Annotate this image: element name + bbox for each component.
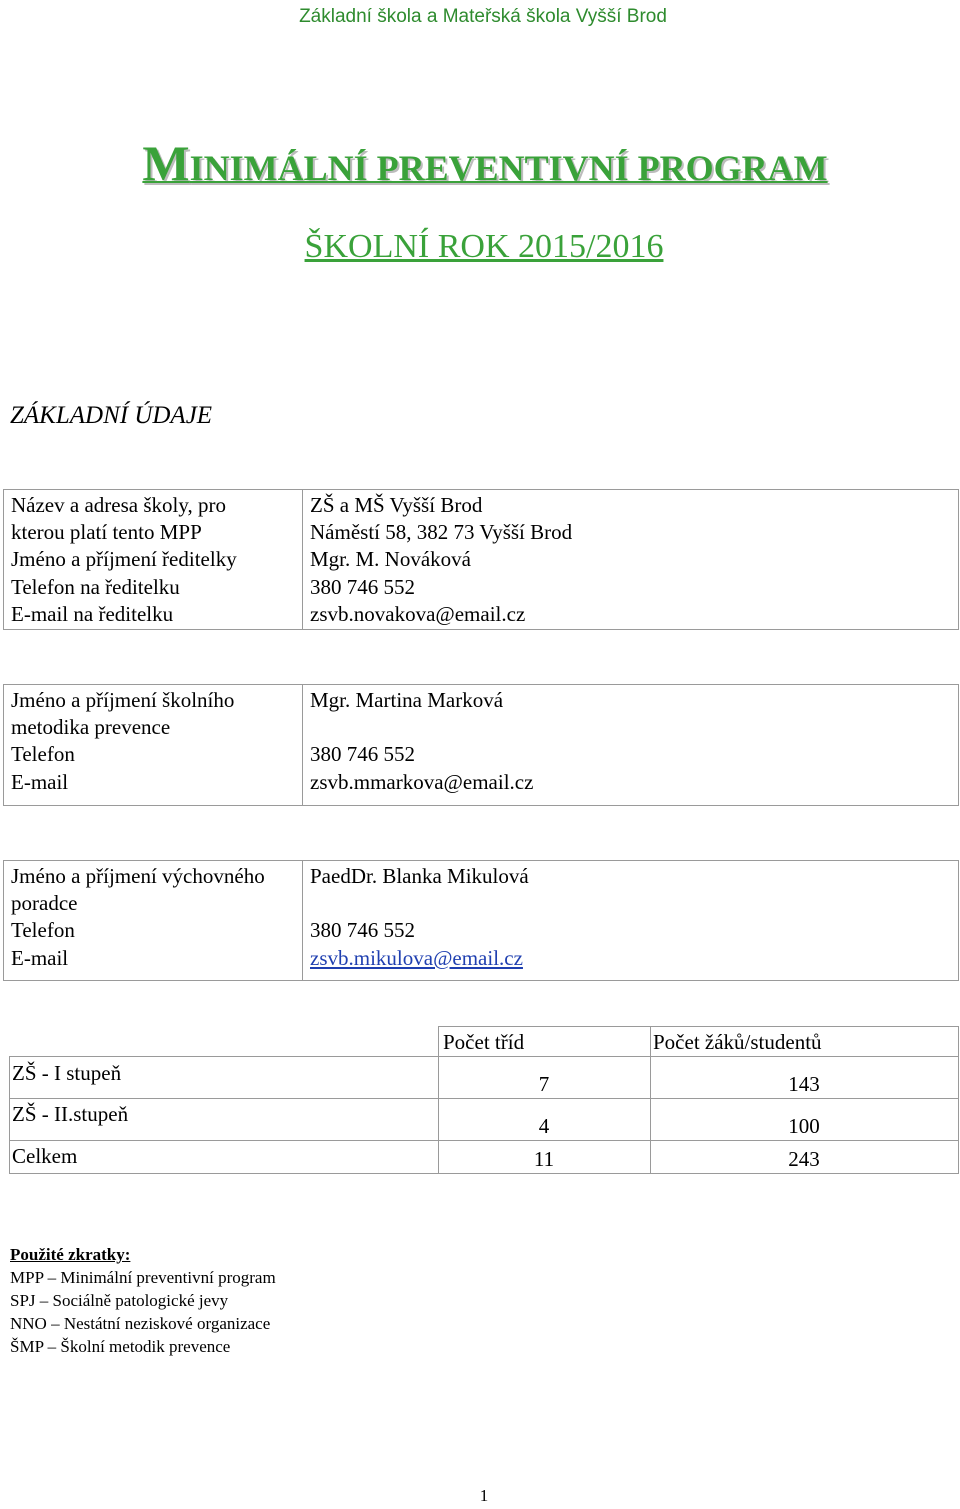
poradce-table <box>3 860 959 981</box>
school-name: ZŠ a MŠ Vyšší Brod <box>310 493 483 517</box>
section-heading: ZÁKLADNÍ ÚDAJE <box>10 402 213 429</box>
metodik-phone-label: Telefon <box>11 742 75 766</box>
header-students: Počet žáků/studentů <box>653 1030 822 1054</box>
page-number: 1 <box>479 1486 489 1505</box>
poradce-phone-value: 380 746 552 <box>310 918 415 942</box>
metodik-phone-value: 380 746 552 <box>310 742 415 766</box>
director-phone-label: Telefon na ředitelku <box>11 575 180 599</box>
abbreviation-item: NNO – Nestátní neziskové organizace <box>10 1314 271 1333</box>
school-info-table <box>3 489 959 630</box>
poradce-phone-label: Telefon <box>11 918 75 942</box>
title-first-letter: M <box>142 135 190 191</box>
abbreviations-title: Použité zkratky: <box>10 1245 131 1264</box>
poradce-label-line2: poradce <box>11 891 78 915</box>
poradce-label-line1: Jméno a příjmení výchovného <box>11 864 265 888</box>
metodik-name-value: Mgr. Martina Marková <box>310 688 504 712</box>
poradce-email-label: E-mail <box>11 946 69 970</box>
poradce-name-label <box>11 863 265 917</box>
metodik-label-line1: Jméno a příjmení školního <box>11 688 235 712</box>
abbreviation-item: ŠMP – Školní metodik prevence <box>10 1337 231 1356</box>
metodik-label-line2: metodika prevence <box>11 715 171 739</box>
abbreviation-item: MPP – Minimální preventivní program <box>10 1268 276 1287</box>
poradce-email-link[interactable]: zsvb.mikulova@email.cz <box>310 946 523 970</box>
row-label-stupen-2: ZŠ - II.stupeň <box>12 1102 129 1126</box>
page-header: Základní škola a Mateřská škola Vyšší Brod <box>299 6 667 27</box>
row-students-stupen-2: 100 <box>788 1114 820 1138</box>
metodik-email-label: E-mail <box>11 770 69 794</box>
school-name-value <box>310 492 572 546</box>
school-name-label: Název a adresa školy, pro <box>11 493 226 517</box>
director-value: Mgr. M. Nováková <box>310 547 471 571</box>
director-label: Jméno a příjmení ředitelky <box>11 547 237 571</box>
counts-table <box>9 1026 959 1174</box>
row-classes-stupen-1: 7 <box>538 1072 550 1096</box>
row-classes-total: 11 <box>533 1147 555 1171</box>
row-label-total: Celkem <box>12 1144 78 1168</box>
school-year-subtitle: ŠKOLNÍ ROK 2015/2016 <box>304 228 664 265</box>
row-students-total: 243 <box>788 1147 820 1171</box>
abbreviation-item: SPJ – Sociálně patologické jevy <box>10 1291 229 1310</box>
director-email-value: zsvb.novakova@email.cz <box>310 602 526 626</box>
director-email-label: E-mail na ředitelku <box>11 602 174 626</box>
table-row <box>11 492 226 546</box>
metodik-email-value: zsvb.mmarkova@email.cz <box>310 770 534 794</box>
row-classes-stupen-2: 4 <box>538 1114 550 1138</box>
school-address: Náměstí 58, 382 73 Vyšší Brod <box>310 520 573 544</box>
document-title <box>0 134 960 192</box>
row-students-stupen-1: 143 <box>788 1072 820 1096</box>
row-label-stupen-1: ZŠ - I stupeň <box>12 1061 122 1085</box>
school-name-label-2: kterou platí tento MPP <box>11 520 202 544</box>
director-phone-value: 380 746 552 <box>310 575 415 599</box>
header-classes: Počet tříd <box>443 1030 525 1054</box>
metodik-table <box>3 684 959 806</box>
abbreviations <box>10 1243 276 1358</box>
title-rest: INIMÁLNÍ PREVENTIVNÍ PROGRAM <box>189 148 828 188</box>
metodik-name-label <box>11 687 234 741</box>
poradce-name-value: PaedDr. Blanka Mikulová <box>310 864 529 888</box>
